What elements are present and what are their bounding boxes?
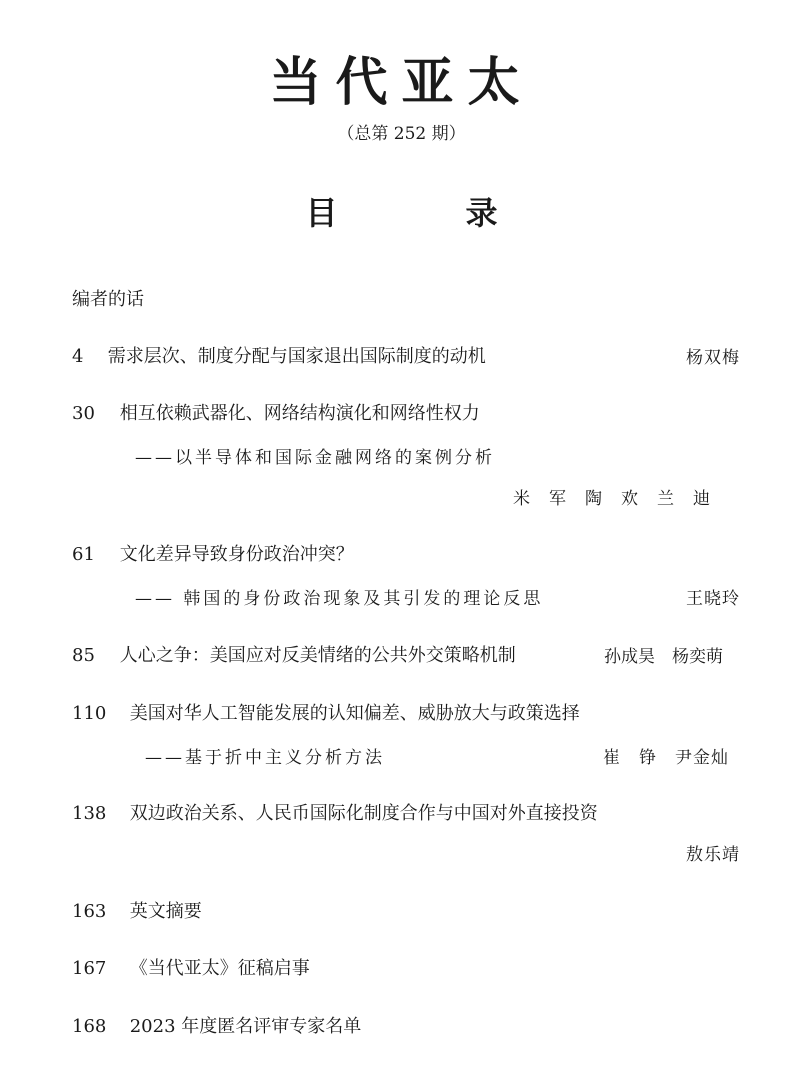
page-number: 163	[72, 901, 107, 922]
entry-title: 双边政治关系、人民币国际化制度合作与中国对外直接投资	[129, 803, 598, 824]
page-number: 85	[72, 645, 95, 666]
toc-entry[interactable]	[72, 954, 310, 980]
page-number: 167	[72, 958, 107, 979]
page-number: 61	[72, 544, 95, 565]
entry-authors: 孙成昊 杨奕萌	[604, 647, 723, 667]
entry-authors: 米 军 陶 欢 兰 迪	[513, 489, 711, 509]
toc-entry[interactable]	[72, 799, 598, 825]
issue-number: （总第 252 期）	[337, 124, 466, 144]
entry-authors: 崔 铮 尹金灿	[603, 748, 729, 768]
page-number: 110	[72, 703, 107, 724]
page-number: 30	[72, 403, 95, 424]
page-number: 4	[72, 346, 84, 367]
entry-subtitle: —— 韩国的身份政治现象及其引发的理论反思	[135, 589, 544, 609]
entry-title: 英文摘要	[129, 901, 202, 922]
entry-title: 文化差异导致身份政治冲突？	[119, 544, 354, 565]
page-number: 168	[72, 1016, 107, 1037]
toc-entry[interactable]	[72, 897, 202, 923]
entry-authors: 王晓玲	[686, 589, 740, 609]
toc-entry[interactable]	[72, 540, 354, 566]
entry-authors: 杨双梅	[686, 348, 740, 368]
entry-title: 《当代亚太》征稿启事	[129, 958, 310, 979]
journal-title: 当代亚太	[269, 52, 534, 113]
entry-authors: 敖乐靖	[686, 845, 740, 865]
entry-title: 人心之争：美国应对反美情绪的公共外交策略机制	[119, 645, 516, 666]
entry-subtitle: ——基于折中主义分析方法	[145, 748, 385, 768]
entry-title: 2023 年度匿名评审专家名单	[129, 1016, 362, 1037]
toc-entry-editors-note[interactable]	[72, 285, 144, 311]
entry-title: 美国对华人工智能发展的认知偏差、威胁放大与政策选择	[129, 703, 580, 724]
toc-entry[interactable]	[72, 699, 580, 725]
entry-subtitle: ——以半导体和国际金融网络的案例分析	[135, 448, 495, 468]
toc-entry[interactable]	[72, 399, 480, 425]
toc-entry[interactable]	[72, 342, 486, 368]
toc-entry[interactable]	[72, 1012, 361, 1038]
toc-entry[interactable]	[72, 641, 516, 667]
toc-heading: 目 录	[305, 194, 546, 232]
page-number: 138	[72, 803, 107, 824]
entry-title: 需求层次、制度分配与国家退出国际制度的动机	[107, 346, 486, 367]
entry-title: 相互依赖武器化、网络结构演化和网络性权力	[119, 403, 480, 424]
entry-title: 编者的话	[72, 289, 144, 310]
